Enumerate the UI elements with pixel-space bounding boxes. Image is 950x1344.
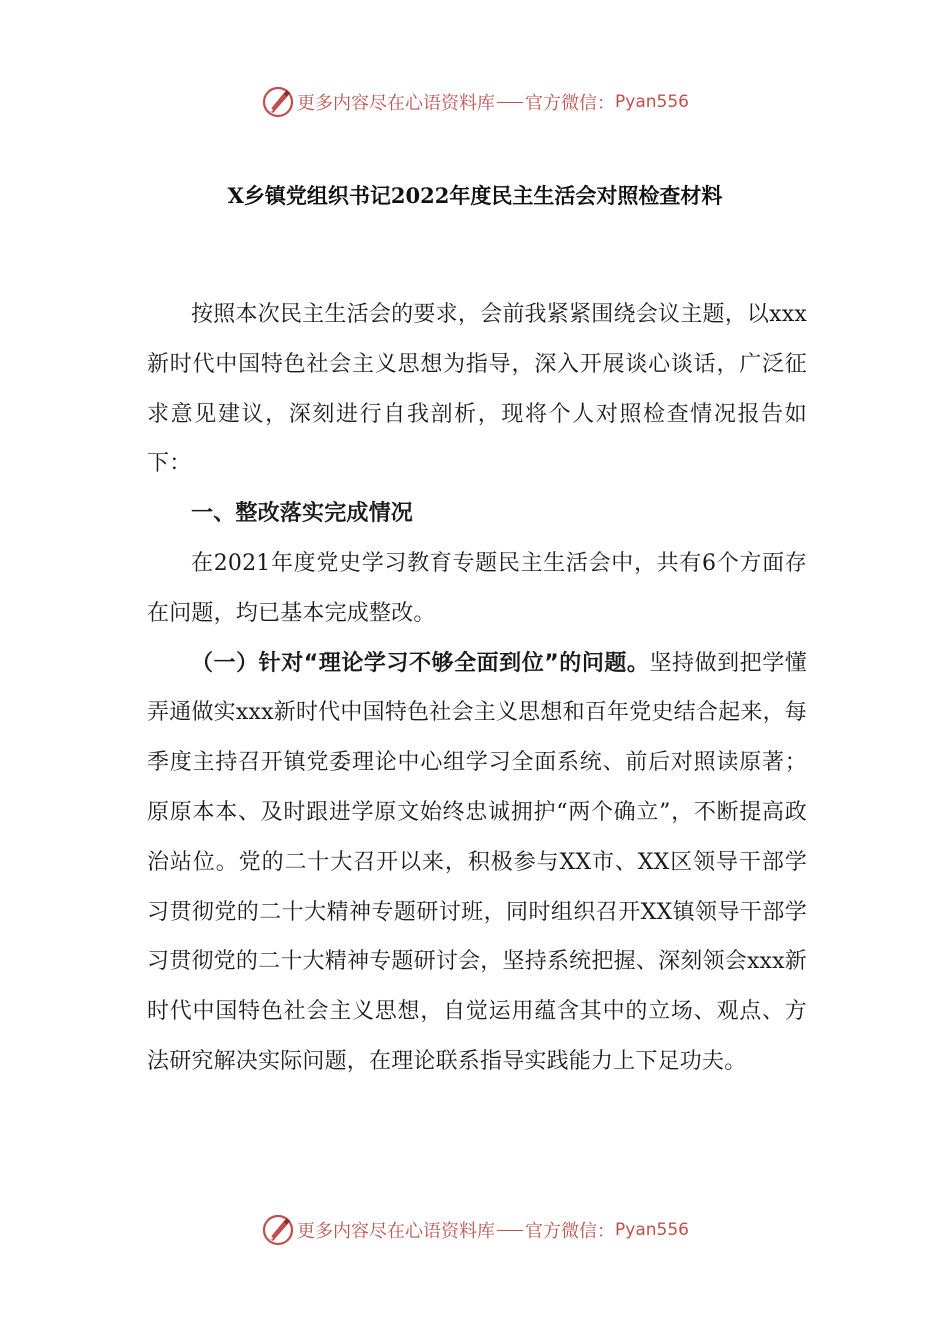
watermark-account: Pyan556 [615,92,689,112]
watermark-header [0,82,950,122]
pen-logo-icon [261,1213,295,1247]
watermark-dash [497,102,523,103]
watermark-text: 更多内容尽在心语资料库 [297,93,496,114]
watermark-suffix: 官方微信： [525,93,616,114]
pen-logo-icon [261,85,295,119]
document-body [147,290,807,1087]
item-body: 坚持做到把学懂弄通做实xxx新时代中国特色社会主义思想和百年党史结合起来，每季度主持召开镇党委理论中心组学习全面系统、前后对照读原著；原原本本、及时跟进学原文始终忠诚拥护“两个确立”，不断提高政治站位。党的二十大召开以来，积极参与XX市、XX区领导干部学习贯彻党的二十大精神专题研讨班，同时组织召开XX镇领导干部学习贯彻党的二十大精神专题研讨会，坚持系统把握、深刻领会xxx新时代中国特色社会主义思想，自觉运用蕴含其中的立场、观点、方法研究解决实际问题，在理论联系指导实践能力上下足功夫。 [147,650,807,1074]
item-lead: （一）针对“理论学习不够全面到位”的问题。 [191,650,650,676]
intro-paragraph: 按照本次民主生活会的要求，会前我紧紧围绕会议主题，以xxx新时代中国特色社会主义思想为指导，深入开展谈心谈话，广泛征求意见建议，深刻进行自我剖析，现将个人对照检查情况报告如下： [147,302,807,477]
section-paragraph: 在2021年度党史学习教育专题民主生活会中，共有6个方面存在问题，均已基本完成整改。 [147,550,807,626]
watermark-footer [0,1210,950,1250]
section-heading: 一、整改落实完成情况 [191,501,414,527]
document-title: X乡镇党组织书记2022年度民主生活会对照检查材料 [227,183,723,208]
watermark-text: 更多内容尽在心语资料库 [297,1221,496,1242]
item-paragraph [147,639,807,1087]
watermark-dash [497,1230,523,1231]
watermark-account: Pyan556 [615,1220,689,1240]
watermark-suffix: 官方微信： [525,1221,616,1242]
